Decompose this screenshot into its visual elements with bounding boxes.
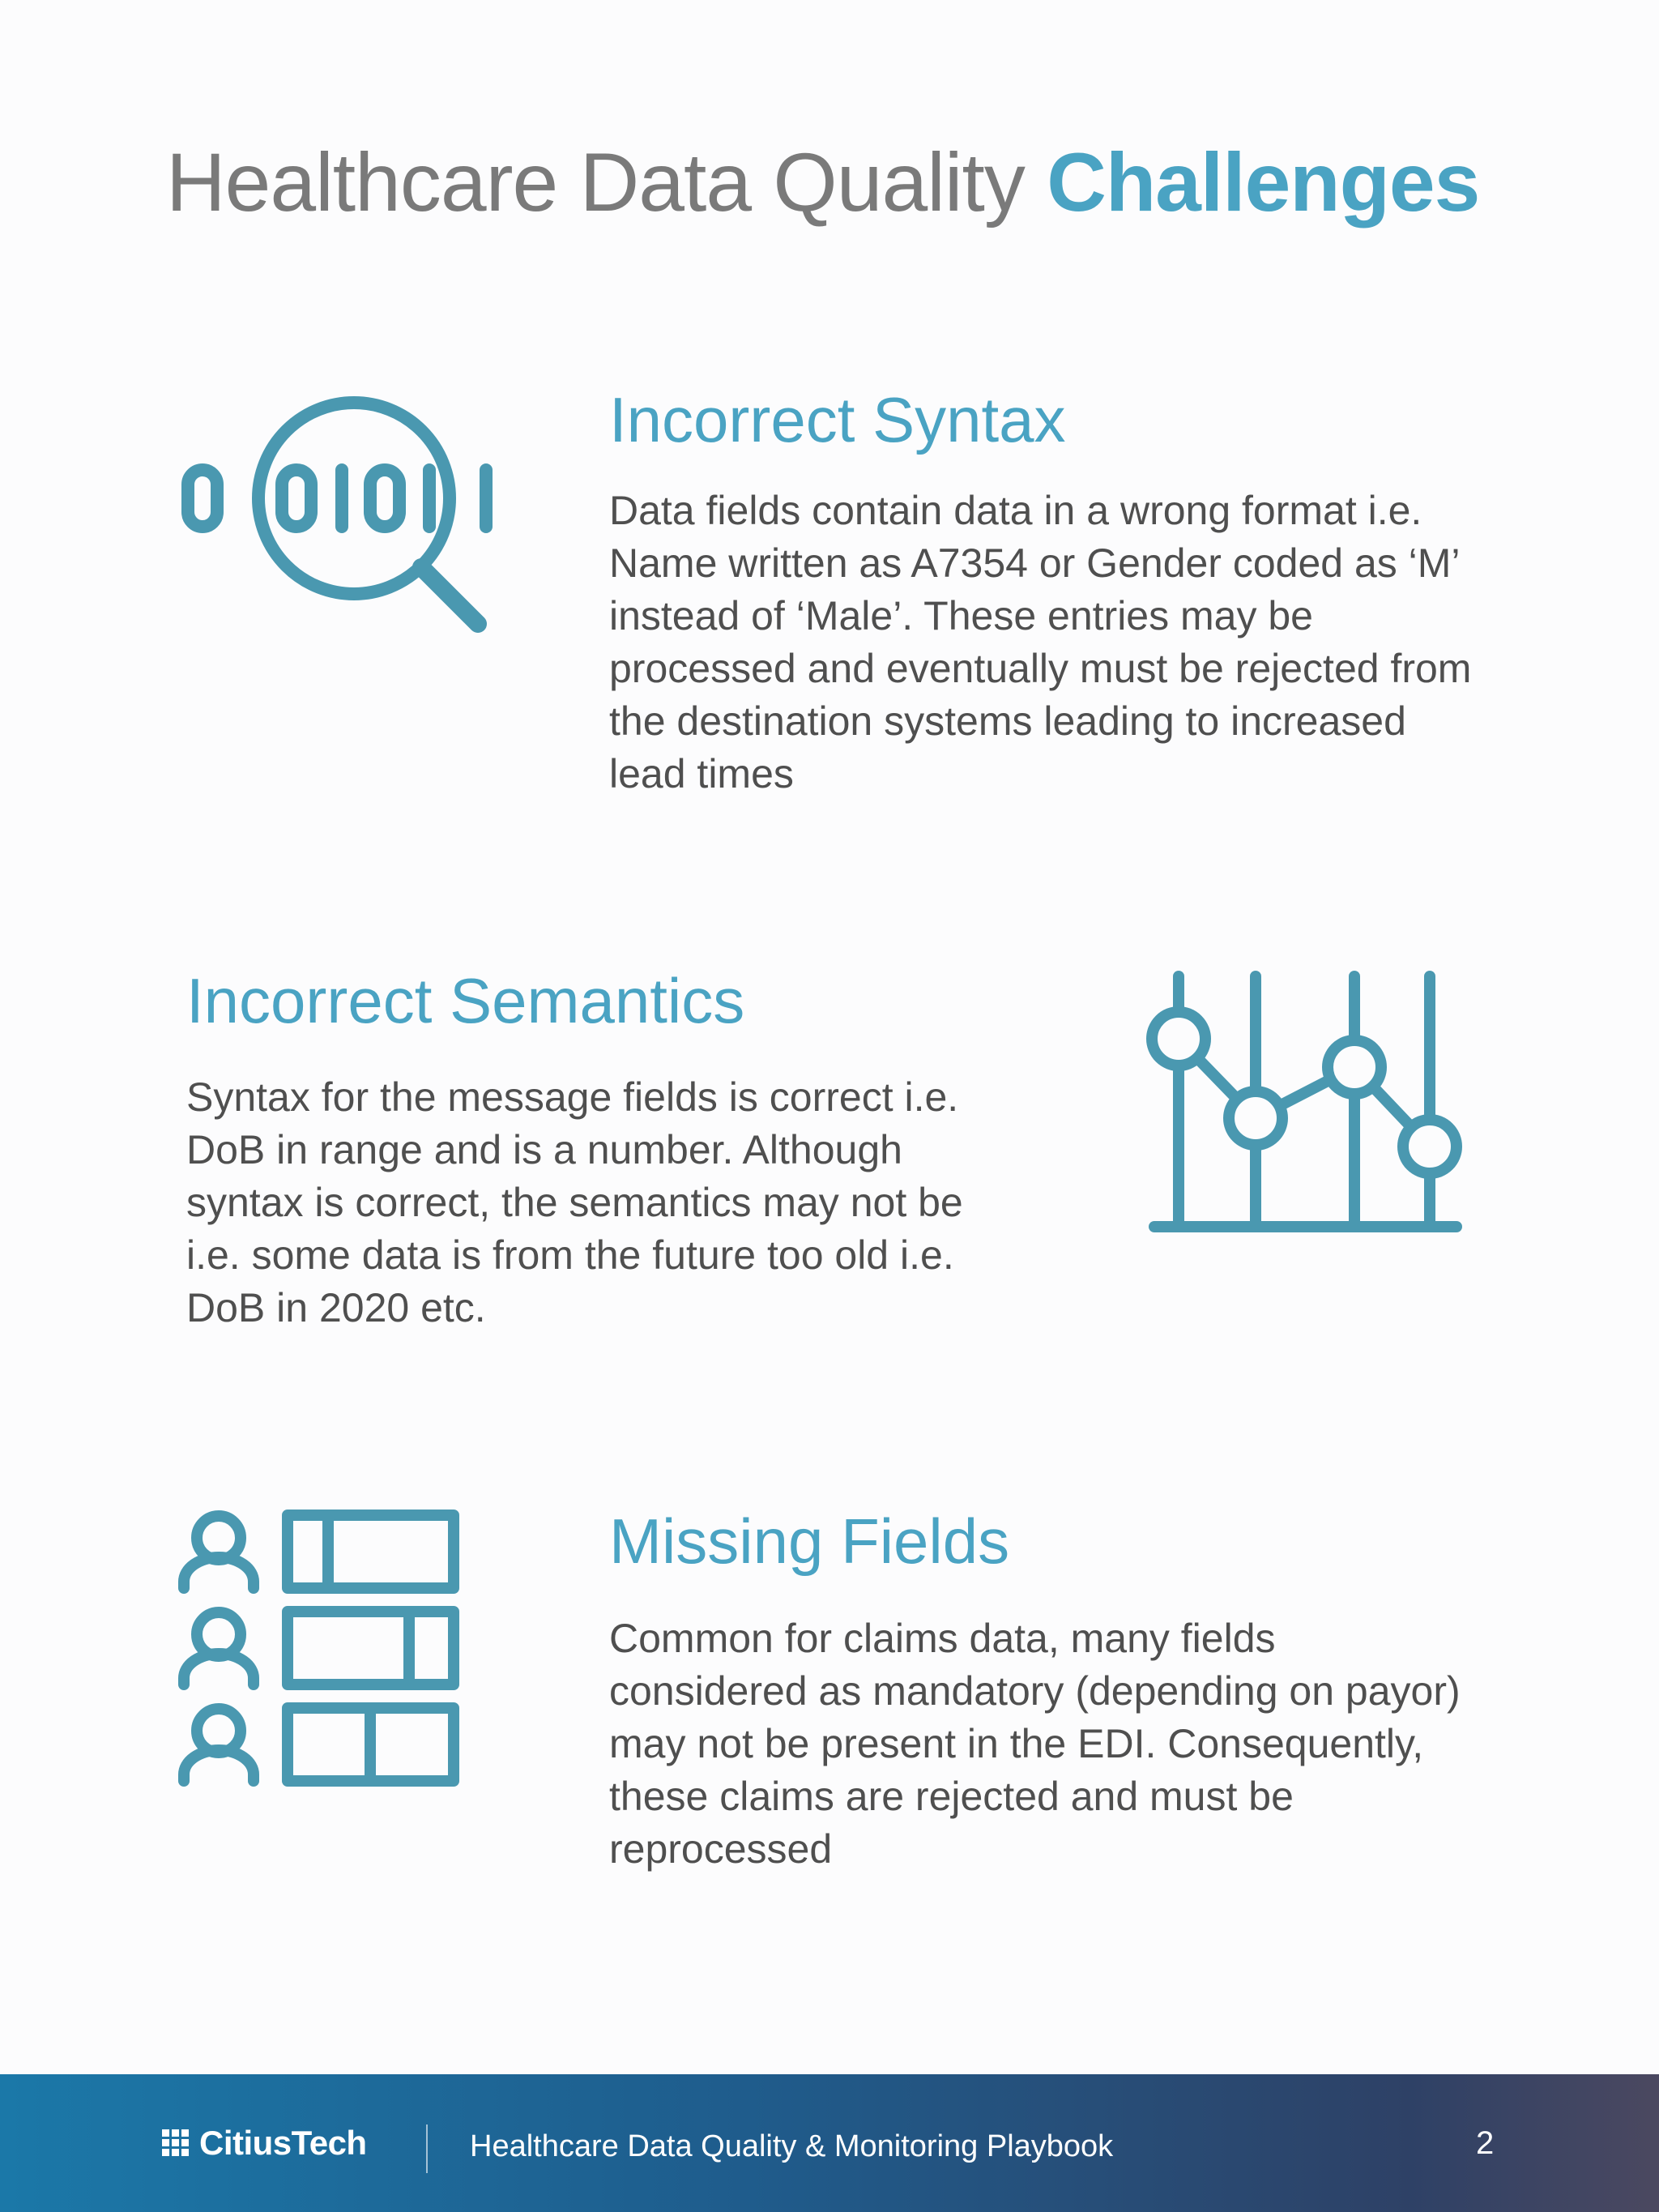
binary-search-icon: [174, 373, 506, 648]
page-title-accent: Challenges: [1047, 136, 1480, 228]
section-heading-incorrect-syntax: Incorrect Syntax: [609, 384, 1066, 455]
line-chart-icon: [1134, 964, 1474, 1236]
footer-bar: [0, 2074, 1659, 2212]
footer-logo-text: CitiusTech: [199, 2124, 367, 2162]
footer-logo: [162, 2124, 367, 2162]
section-heading-missing-fields: Missing Fields: [609, 1505, 1010, 1577]
user-records-icon: [174, 1507, 466, 1787]
section-body-incorrect-semantics: Syntax for the message fields is correct i.e. DoB in range and is a number. Although syntax is correct, the semantics may not be i.e. some data is from the future too old i.e. DoB in 2020 etc.: [186, 1074, 963, 1330]
page-title: [166, 126, 1479, 239]
page-title-prefix: Healthcare Data Quality: [166, 136, 1047, 228]
footer-divider: [426, 2124, 428, 2173]
grid-logo-icon: [162, 2129, 190, 2157]
section-heading-incorrect-semantics: Incorrect Semantics: [186, 965, 745, 1036]
section-body-missing-fields: Common for claims data, many fields considered as mandatory (depending on payor) may not be present in the EDI. Consequently, these claims are rejected and must be reprocessed: [609, 1616, 1461, 1872]
section-body-incorrect-syntax: Data fields contain data in a wrong format i.e. Name written as A7354 or Gender coded as ‘M’ instead of ‘Male’. These entries may be processed and eventually must be rejected from the destination systems leading to increased lead times: [609, 488, 1472, 796]
footer-document-title: Healthcare Data Quality & Monitoring Playbook: [470, 2129, 1114, 2163]
page-number: 2: [1476, 2125, 1495, 2161]
